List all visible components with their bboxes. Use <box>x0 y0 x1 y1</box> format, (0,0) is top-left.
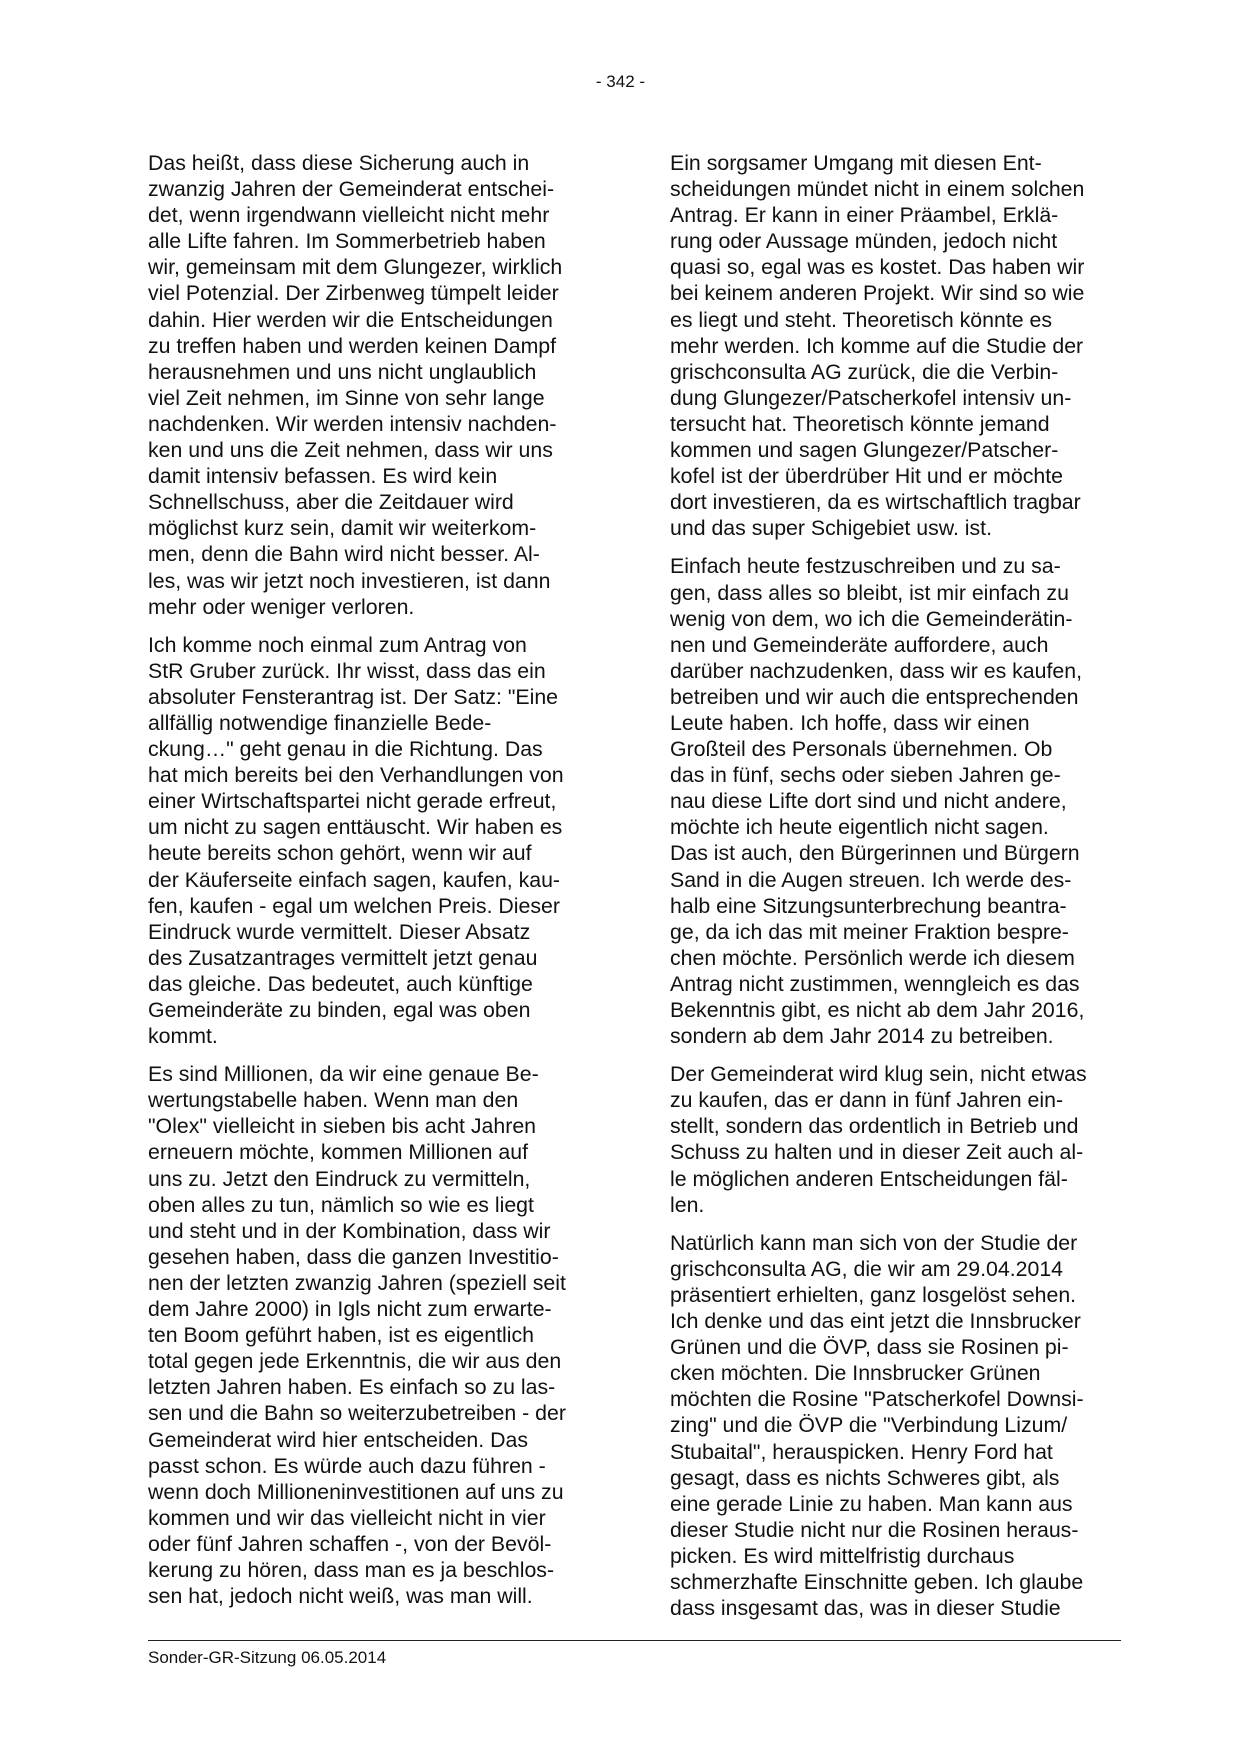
text-line: des Zusatzantrages vermittelt jetzt genau <box>148 945 538 970</box>
text-line: bei keinem anderen Projekt. Wir sind so wie <box>670 281 1085 306</box>
text-line: dung Glungezer/Patscherkofel intensiv un- <box>670 385 1072 410</box>
text-line: Ich komme noch einmal zum Antrag von <box>148 632 527 657</box>
text-line: Einfach heute festzuschreiben und zu sa- <box>670 554 1061 579</box>
text-line: stellt, sondern das ordentlich in Betrieb und <box>670 1114 1079 1139</box>
text-line: das gleiche. Das bedeutet, auch künftige <box>148 971 533 996</box>
text-line: Natürlich kann man sich von der Studie der <box>670 1230 1078 1255</box>
text-line: Schnellschuss, aber die Zeitdauer wird <box>148 490 514 515</box>
text-line: mehr werden. Ich komme auf die Studie der <box>670 333 1084 358</box>
text-line: Antrag nicht zustimmen, wenngleich es das <box>670 971 1080 996</box>
text-line: kommt. <box>148 1024 218 1049</box>
text-line: le möglichen anderen Entscheidungen fäl- <box>670 1166 1068 1191</box>
text-line: darüber nachzudenken, dass wir es kaufen, <box>670 658 1082 683</box>
paragraph <box>148 632 600 1050</box>
text-line: Der Gemeinderat wird klug sein, nicht etwas <box>670 1062 1087 1087</box>
paragraph <box>670 1230 1122 1621</box>
text-line: schmerzhafte Einschnitte geben. Ich glaube <box>670 1569 1084 1594</box>
paragraph <box>670 553 1122 1049</box>
text-line: det, wenn irgendwann vielleicht nicht mehr <box>148 203 550 228</box>
footer-divider <box>148 1640 1121 1641</box>
text-line: Das heißt, dass diese Sicherung auch in <box>148 151 530 175</box>
text-line: möglichst kurz sein, damit wir weiterkom- <box>148 516 537 541</box>
text-line: präsentiert erhielten, ganz losgelöst sehen. <box>670 1282 1077 1307</box>
text-line: der Käuferseite einfach sagen, kaufen, kau- <box>148 867 561 892</box>
text-line: nen und Gemeinderäte auffordere, auch <box>670 632 1049 657</box>
text-line: gesehen haben, dass die ganzen Investitio- <box>148 1244 559 1269</box>
text-line: es liegt und steht. Theoretisch könnte es <box>670 307 1053 332</box>
text-line: Schuss zu halten und in dieser Zeit auch al- <box>670 1140 1084 1165</box>
footer-session-label: Sonder-GR-Sitzung 06.05.2014 <box>148 1648 387 1667</box>
text-line: viel Zeit nehmen, im Sinne von sehr lange <box>148 385 545 410</box>
text-line: letzten Jahren haben. Es einfach so zu las- <box>148 1375 556 1400</box>
text-line: "Olex" vielleicht in sieben bis acht Jahren <box>148 1114 537 1139</box>
text-line: heute bereits schon gehört, wenn wir auf <box>148 841 532 866</box>
text-line: kommen und wir das vielleicht nicht in vier <box>148 1505 546 1530</box>
text-line: gen, dass alles so bleibt, ist mir einfach zu <box>670 580 1069 605</box>
text-line: einer Wirtschaftspartei nicht gerade erfreut, <box>148 789 557 814</box>
text-line: dahin. Hier werden wir die Entscheidungen <box>148 307 553 332</box>
text-line: zwanzig Jahren der Gemeinderat entschei- <box>148 177 555 202</box>
text-line: passt schon. Es würde auch dazu führen - <box>148 1453 546 1478</box>
text-line: dieser Studie nicht nur die Rosinen heraus- <box>670 1517 1079 1542</box>
text-line: ckung…" geht genau in die Richtung. Das <box>148 737 543 762</box>
text-line: scheidungen mündet nicht in einem solchen <box>670 177 1085 202</box>
text-line: sen und die Bahn so weiterzubetreiben - der <box>148 1401 566 1426</box>
text-line: Sand in die Augen streuen. Ich werde des- <box>670 867 1072 892</box>
text-line: ten Boom geführt haben, ist es eigentlich <box>148 1323 534 1348</box>
text-line: Leute haben. Ich hoffe, dass wir einen <box>670 710 1030 735</box>
text-line: nau diese Lifte dort sind und nicht andere, <box>670 789 1067 814</box>
text-line: alle Lifte fahren. Im Sommerbetrieb haben <box>148 229 546 254</box>
text-line: Großteil des Personals übernehmen. Ob <box>670 737 1053 762</box>
text-line: rung oder Aussage münden, jedoch nicht <box>670 229 1058 254</box>
text-line: das in fünf, sechs oder sieben Jahren ge- <box>670 763 1061 788</box>
text-line: oben alles zu tun, nämlich so wie es liegt <box>148 1192 534 1217</box>
text-column-left <box>148 150 600 1621</box>
paragraph <box>670 150 1122 541</box>
text-line: und das super Schigebiet usw. ist. <box>670 516 993 541</box>
text-line: oder fünf Jahren schaffen -, von der Bevöl- <box>148 1531 552 1556</box>
text-line: wenn doch Millioneninvestitionen auf uns zu <box>148 1479 564 1504</box>
text-line: Ich denke und das eint jetzt die Innsbrucker <box>670 1309 1081 1334</box>
text-line: kofel ist der überdrüber Hit und er möchte <box>670 464 1064 489</box>
text-line: total gegen jede Erkenntnis, die wir aus den <box>148 1349 562 1374</box>
text-line: kerung zu hören, dass man es ja beschlos- <box>148 1557 555 1582</box>
text-line: viel Potenzial. Der Zirbenweg tümpelt leider <box>148 281 559 306</box>
text-line: dort investieren, da es wirtschaftlich tragbar <box>670 490 1081 515</box>
text-line: zu treffen haben und werden keinen Dampf <box>148 333 557 358</box>
text-line: Ein sorgsamer Umgang mit diesen Ent- <box>670 151 1042 175</box>
text-line: wir, gemeinsam mit dem Glungezer, wirklich <box>148 255 563 280</box>
text-line: zing" und die ÖVP die "Verbindung Lizum/ <box>670 1413 1068 1438</box>
text-line: Stubaital", herauspicken. Henry Ford hat <box>670 1439 1053 1464</box>
paragraph <box>148 150 600 620</box>
text-line: len. <box>670 1192 705 1217</box>
text-line: fen, kaufen - egal um welchen Preis. Dieser <box>148 893 560 918</box>
text-line: möchte ich heute eigentlich nicht sagen. <box>670 815 1049 840</box>
text-line: kommen und sagen Glungezer/Patscher- <box>670 438 1059 463</box>
text-line: wertungstabelle haben. Wenn man den <box>148 1088 519 1113</box>
text-line: men, denn die Bahn wird nicht besser. Al- <box>148 542 540 567</box>
text-line: dass insgesamt das, was in dieser Studie <box>670 1596 1061 1621</box>
text-line: Gemeinderat wird hier entscheiden. Das <box>148 1427 528 1452</box>
text-line: grischconsulta AG, die wir am 29.04.2014 <box>670 1256 1064 1281</box>
text-line: nachdenken. Wir werden intensiv nachden- <box>148 411 557 436</box>
text-line: cken möchten. Die Innsbrucker Grünen <box>670 1361 1041 1386</box>
text-line: zu kaufen, das er dann in fünf Jahren ein- <box>670 1088 1064 1113</box>
text-line: eine gerade Linie zu haben. Man kann aus <box>670 1491 1073 1516</box>
text-line: Bekenntnis gibt, es nicht ab dem Jahr 2016, <box>670 998 1085 1022</box>
text-line: ken und uns die Zeit nehmen, dass wir uns <box>148 438 553 463</box>
text-line: gesagt, dass es nichts Schweres gibt, als <box>670 1465 1060 1490</box>
text-line: nen der letzten zwanzig Jahren (speziell seit <box>148 1270 566 1295</box>
text-line: Antrag. Er kann in einer Präambel, Erklä- <box>670 203 1059 228</box>
text-line: StR Gruber zurück. Ihr wisst, dass das ein <box>148 658 546 683</box>
text-line: allfällig notwendige finanzielle Bede- <box>148 710 492 735</box>
text-line: uns zu. Jetzt den Eindruck zu vermitteln, <box>148 1166 531 1191</box>
text-line: wenig von dem, wo ich die Gemeinderätin- <box>670 606 1073 631</box>
text-line: möchten die Rosine "Patscherkofel Downsi- <box>670 1387 1084 1412</box>
text-line: erneuern möchte, kommen Millionen auf <box>148 1140 528 1165</box>
text-line: tersucht hat. Theoretisch könnte jemand <box>670 411 1050 436</box>
text-line: sen hat, jedoch nicht weiß, was man will. <box>148 1584 533 1609</box>
text-line: betreiben und wir auch die entsprechenden <box>670 684 1079 709</box>
text-line: absoluter Fensterantrag ist. Der Satz: "Eine <box>148 684 559 709</box>
text-line: Grünen und die ÖVP, dass sie Rosinen pi- <box>670 1335 1069 1360</box>
text-line: halb eine Sitzungsunterbrechung beantra- <box>670 893 1067 918</box>
text-line: und steht und in der Kombination, dass wir <box>148 1218 551 1243</box>
text-line: sondern ab dem Jahr 2014 zu betreiben. <box>670 1024 1054 1049</box>
text-line: Das ist auch, den Bürgerinnen und Bürgern <box>670 841 1080 866</box>
text-line: damit intensiv befassen. Es wird kein <box>148 464 498 489</box>
paragraph <box>148 1061 600 1609</box>
page-number: - 342 - <box>595 72 646 91</box>
text-line: quasi so, egal was es kostet. Das haben wir <box>670 255 1085 280</box>
text-line: Gemeinderäte zu binden, egal was oben <box>148 998 531 1022</box>
text-line: mehr oder weniger verloren. <box>148 594 415 619</box>
text-column-right <box>670 150 1122 1633</box>
text-line: herausnehmen und uns nicht unglaublich <box>148 359 537 384</box>
text-line: hat mich bereits bei den Verhandlungen von <box>148 763 564 788</box>
text-line: dem Jahre 2000) in Igls nicht zum erwarte- <box>148 1297 552 1322</box>
text-line: Es sind Millionen, da wir eine genaue Be- <box>148 1062 539 1087</box>
text-line: picken. Es wird mittelfristig durchaus <box>670 1543 1015 1568</box>
text-line: chen möchte. Persönlich werde ich diesem <box>670 945 1075 970</box>
text-line: grischconsulta AG zurück, die die Verbin- <box>670 359 1059 384</box>
text-line: ge, da ich das mit meiner Fraktion bespre- <box>670 919 1069 944</box>
text-line: Eindruck wurde vermittelt. Dieser Absatz <box>148 919 531 944</box>
paragraph <box>670 1061 1122 1218</box>
text-line: um nicht zu sagen enttäuscht. Wir haben es <box>148 815 563 840</box>
text-line: les, was wir jetzt noch investieren, ist dann <box>148 568 551 593</box>
